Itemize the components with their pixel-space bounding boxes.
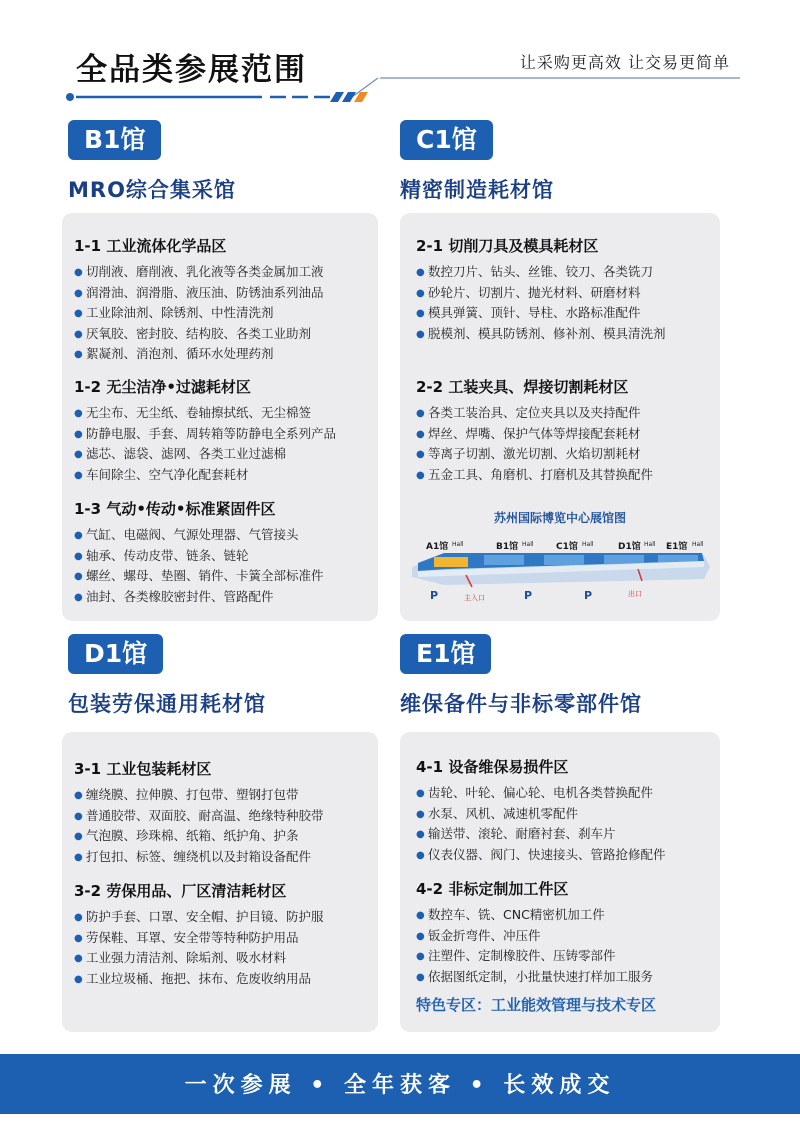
map-hall-label: E1馆 — [666, 542, 688, 552]
venue-map-drawing — [404, 505, 716, 617]
zone-3-2 — [74, 880, 390, 989]
map-hall-label: D1馆 — [618, 542, 641, 552]
list-item: ● 切削液、磨削液、乳化液等各类金属加工液 — [74, 264, 324, 279]
list-item: ● 打包扣、标签、缠绕机以及封箱设备配件 — [74, 848, 312, 864]
venue-map — [404, 505, 716, 617]
list-item: ● 轴承、传动皮带、链条、链轮 — [74, 547, 249, 563]
zone-title: 3-2 劳保用品、厂区清洁耗材区 — [74, 882, 287, 900]
special-zone: 特色专区：工业能效管理与技术专区 — [416, 996, 657, 1014]
zone-title: 4-2 非标定制加工件区 — [416, 880, 569, 898]
zone-title: 2-1 切削刀具及模具耗材区 — [416, 237, 599, 255]
zone-title: 2-2 工装夹具、焊接切割耗材区 — [416, 378, 629, 396]
list-item: ● 厌氧胶、密封胶、结构胶、各类工业助剂 — [74, 325, 312, 341]
hall-subtitle: MRO综合集采馆 — [68, 178, 236, 202]
zone-2-1 — [416, 235, 736, 344]
zone-title: 1-2 无尘洁净•过滤耗材区 — [74, 378, 251, 396]
list-item: ● 滤芯、滤袋、滤网、各类工业过滤棉 — [74, 446, 287, 461]
list-item: ● 输送带、滚轮、耐磨衬套、刹车片 — [416, 826, 616, 841]
hall-subtitle: 维保备件与非标零部件馆 — [400, 692, 642, 716]
hall-c1 — [400, 120, 740, 210]
footer-slogan: 一次参展 • 全年获客 • 长效成交 — [184, 1073, 616, 1098]
hall-badge: C1馆 — [400, 120, 493, 160]
hall-c1-panel — [400, 213, 720, 621]
list-item: ● 润滑油、润滑脂、液压油、防锈油系列油品 — [74, 284, 324, 300]
map-hall-suffix: Hall — [522, 541, 534, 548]
list-item: ● 注塑件、定制橡胶件、压铸零部件 — [416, 948, 616, 963]
map-hall-suffix: Hall — [452, 541, 464, 548]
entrance-label: 主入口 — [464, 594, 485, 602]
page-header — [0, 0, 800, 110]
list-item: ● 仪表仪器、阀门、快速接头、管路抢修配件 — [416, 846, 666, 862]
list-item: ● 工业垃圾桶、拖把、抹布、危废收纳用品 — [74, 970, 312, 986]
list-item: ● 焊丝、焊嘴、保护气体等焊接配套耗材 — [416, 425, 641, 441]
list-item: ● 数控车、铣、CNC精密机加工件 — [416, 907, 605, 922]
map-hall-suffix: Hall — [582, 541, 594, 548]
zone-1-1 — [74, 235, 390, 365]
hall-badge: E1馆 — [400, 634, 491, 674]
list-item: ● 车间除尘、空气净化配套耗材 — [74, 466, 249, 482]
list-item: ● 齿轮、叶轮、偏心轮、电机各类替换配件 — [416, 785, 654, 800]
hall-d1 — [68, 634, 408, 724]
page-title: 全品类参展范围 — [76, 52, 307, 88]
list-item: ● 劳保鞋、耳罩、安全带等特种防护用品 — [74, 929, 299, 945]
zone-4-1 — [416, 756, 736, 865]
hall-badge: D1馆 — [68, 634, 163, 674]
map-hall-label: B1馆 — [496, 542, 519, 552]
list-item: ● 模具弹簧、顶针、导柱、水路标准配件 — [416, 305, 641, 320]
zone-2-2 — [416, 376, 736, 485]
parking-icon: P — [584, 589, 593, 602]
hall-d1-panel — [62, 732, 378, 1032]
list-item: ● 缠绕膜、拉伸膜、打包带、塑钢打包带 — [74, 787, 299, 802]
list-item: ● 数控刀片、钻头、丝锥、铰刀、各类铣刀 — [416, 264, 654, 279]
hall-e1-panel — [400, 732, 720, 1032]
list-item: ● 螺丝、螺母、垫圈、销件、卡簧全部标准件 — [74, 568, 324, 583]
list-item: ● 依据图纸定制，小批量快速打样加工服务 — [416, 968, 654, 984]
map-hall-label: A1馆 — [426, 542, 449, 552]
list-item: ● 五金工具、角磨机、打磨机及其替换配件 — [416, 466, 654, 482]
list-item: ● 气缸、电磁阀、气源处理器、气管接头 — [74, 527, 299, 542]
zone-1-3 — [74, 498, 390, 607]
list-item: ● 工业强力清洁剂、除垢剂、吸水材料 — [74, 950, 287, 965]
exit-label: 出口 — [628, 590, 642, 598]
hall-e1 — [400, 634, 740, 724]
map-hall-suffix: Hall — [644, 541, 656, 548]
map-hall-suffix: Hall — [692, 541, 704, 548]
zone-1-2 — [74, 376, 390, 485]
zone-title: 3-1 工业包装耗材区 — [74, 760, 212, 778]
zone-title: 1-1 工业流体化学品区 — [74, 237, 227, 255]
hall-badge: B1馆 — [68, 120, 161, 160]
list-item: ● 无尘布、无尘纸、卷轴擦拭纸、无尘棉签 — [74, 405, 312, 420]
zone-title: 4-1 设备维保易损件区 — [416, 758, 569, 776]
hall-b1-panel — [62, 213, 378, 621]
list-item: ● 砂轮片、切割片、抛光材料、研磨材料 — [416, 284, 641, 300]
list-item: ● 工业除油剂、除锈剂、中性清洗剂 — [74, 305, 274, 320]
list-item: ● 气泡膜、珍珠棉、纸箱、纸护角、护条 — [74, 828, 299, 843]
map-hall-label: C1馆 — [556, 542, 578, 552]
list-item: ● 普通胶带、双面胶、耐高温、绝缘特种胶带 — [74, 807, 324, 823]
list-item: ● 油封、各类橡胶密封件、管路配件 — [74, 588, 274, 604]
parking-icon: P — [524, 589, 533, 602]
zone-4-2 — [416, 878, 736, 987]
list-item: ● 各类工装治具、定位夹具以及夹持配件 — [416, 405, 641, 420]
hall-subtitle: 精密制造耗材馆 — [400, 178, 554, 202]
list-item: ● 等离子切割、激光切割、火焰切割耗材 — [416, 446, 641, 461]
zone-title: 1-3 气动•传动•标准紧固件区 — [74, 500, 276, 518]
list-item: ● 防静电服、手套、周转箱等防静电全系列产品 — [74, 425, 337, 441]
parking-icon: P — [430, 589, 439, 602]
map-title: 苏州国际博览中心展馆图 — [493, 511, 626, 525]
hall-subtitle: 包装劳保通用耗材馆 — [68, 692, 266, 716]
list-item: ● 脱模剂、模具防锈剂、修补剂、模具清洗剂 — [416, 325, 666, 341]
list-item: ● 防护手套、口罩、安全帽、护目镜、防护服 — [74, 909, 324, 924]
list-item: ● 絮凝剂、消泡剂、循环水处理药剂 — [74, 346, 274, 361]
list-item: ● 钣金折弯件、冲压件 — [416, 927, 541, 943]
footer-banner — [0, 1054, 800, 1114]
header-slogan: 让采购更高效 让交易更简单 — [519, 53, 730, 72]
zone-3-1 — [74, 758, 390, 867]
list-item: ● 水泵、风机、减速机零配件 — [416, 805, 579, 821]
